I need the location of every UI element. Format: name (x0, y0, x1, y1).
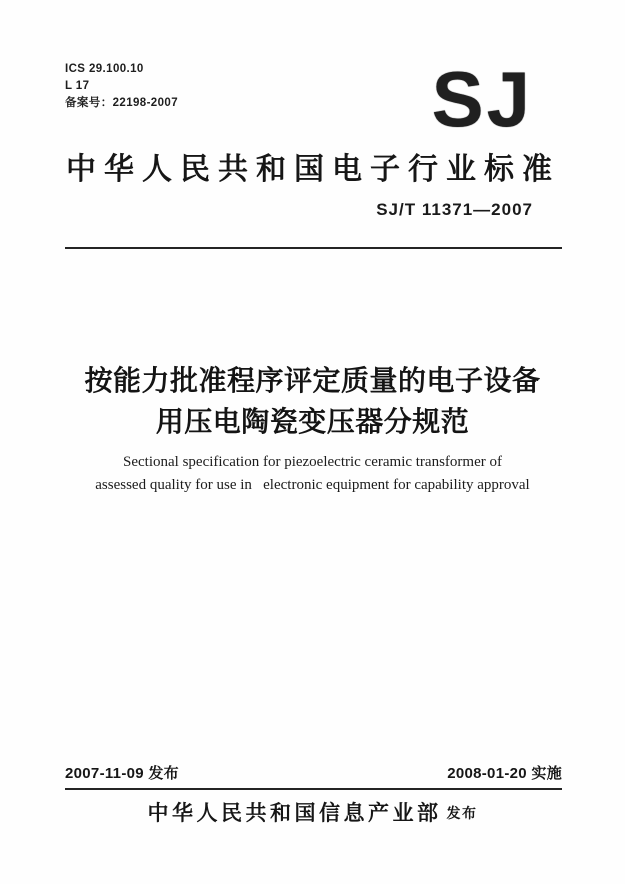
issuer-action-label: 发布 (446, 805, 478, 821)
classification-code: L 17 (65, 80, 90, 92)
issuer-row (0, 797, 625, 827)
standard-number: SJ/T 11371—2007 (376, 200, 533, 219)
header-divider-line (65, 247, 562, 249)
dates-row (65, 762, 562, 783)
english-title-line-1: Sectional specification for piezoelectric ceramic transformer of (123, 454, 502, 470)
english-title-line-2: assessed quality for use in electronic equipment for capability approval (95, 477, 530, 493)
implementation-date-value: 2008-01-20 (447, 765, 527, 782)
implementation-date (447, 762, 562, 783)
implementation-date-label: 实施 (531, 765, 562, 782)
ics-code: ICS 29.100.10 (65, 63, 144, 75)
issue-date (65, 762, 179, 783)
issuer-name: 中华人民共和国信息产业部 (147, 802, 442, 825)
issue-date-label: 发布 (148, 765, 179, 782)
document-title-en (0, 451, 625, 497)
record-number: 备案号：22198-2007 (65, 97, 178, 109)
standard-type-heading: 中华人民共和国电子行业标准 (66, 153, 560, 186)
sj-logo: SJ (431, 55, 533, 143)
issue-date-value: 2007-11-09 (65, 765, 144, 782)
title-line-2: 用压电陶瓷变压器分规范 (155, 406, 470, 437)
document-title-cn (0, 360, 625, 442)
footer-divider-line (65, 788, 562, 790)
ics-block (65, 61, 178, 112)
title-line-1: 按能力批准程序评定质量的电子设备 (84, 365, 541, 396)
